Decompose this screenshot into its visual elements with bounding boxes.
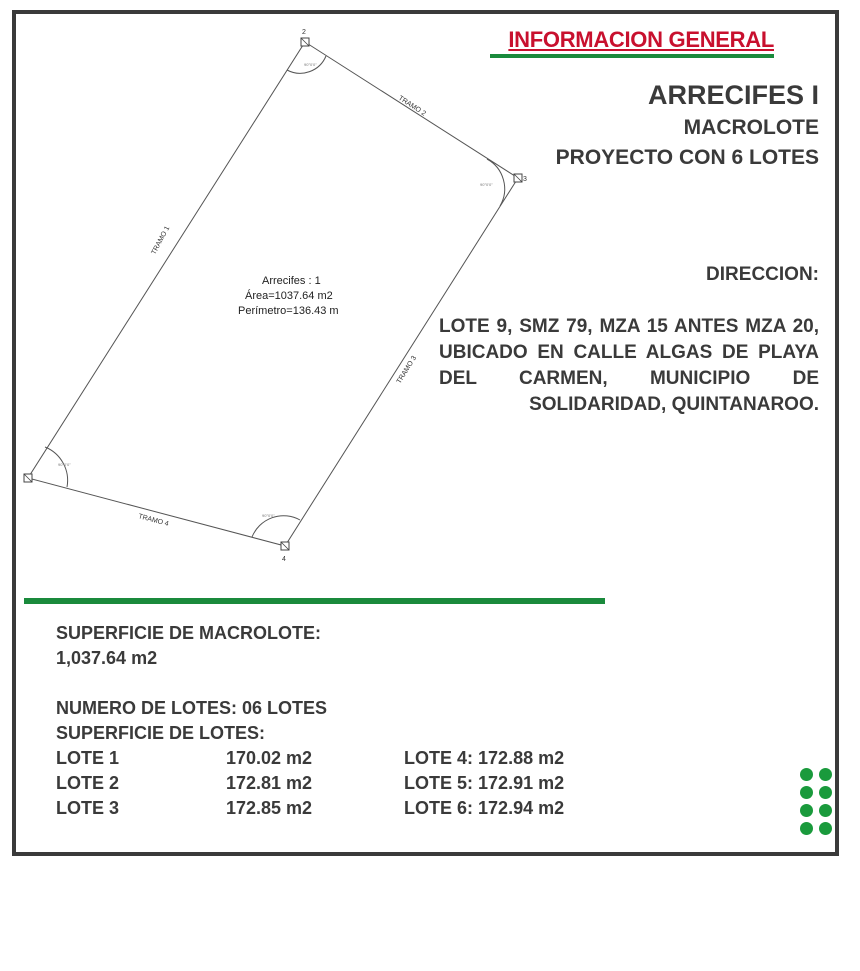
project-description: PROYECTO CON 6 LOTES xyxy=(555,146,819,169)
svg-text:90°0'0": 90°0'0" xyxy=(480,182,493,187)
segment-label-tramo-2: TRAMO 2 xyxy=(396,94,427,118)
vertex-marker-2 xyxy=(301,38,309,46)
vertex-marker-3 xyxy=(514,174,522,182)
vertex-label-4: 4 xyxy=(282,556,286,563)
segment-label-tramo-3: TRAMO 3 xyxy=(395,354,419,386)
lot-row xyxy=(56,773,616,797)
lot-name: LOTE 3 xyxy=(56,798,120,818)
lot-area: 172.85 m2 xyxy=(226,798,313,818)
segment-label-tramo-1: TRAMO 1 xyxy=(150,225,172,256)
lot-name: LOTE 6: xyxy=(404,798,474,818)
lots-surface-label: SUPERFICIE DE LOTES: xyxy=(56,723,266,743)
lot-name: LOTE 1 xyxy=(56,748,120,768)
project-name: ARRECIFES I xyxy=(647,80,819,110)
vertex-label-3: 3 xyxy=(523,176,527,183)
svg-text:90°0'0": 90°0'0" xyxy=(304,62,317,67)
lot-name: LOTE 2 xyxy=(56,773,120,793)
lot-area: 172.81 m2 xyxy=(226,773,313,793)
macrolote-surface-value: 1,037.64 m2 xyxy=(56,648,158,668)
lot-row xyxy=(56,748,616,772)
polygon-perimeter: Perímetro=136.43 m xyxy=(238,305,339,317)
lot-name: LOTE 4: xyxy=(404,748,474,768)
green-dots-logo-icon xyxy=(800,768,838,836)
polygon-area: Área=1037.64 m2 xyxy=(245,290,333,302)
project-type: MACROLOTE xyxy=(683,116,819,139)
lot-name-area xyxy=(404,748,564,769)
vertex-label-2: 2 xyxy=(302,29,306,36)
svg-text:90°0'0": 90°0'0" xyxy=(58,462,71,467)
lot-name-area xyxy=(404,773,564,794)
macrolote-surface-label: SUPERFICIE DE MACROLOTE: xyxy=(56,623,322,643)
angle-arc-1 xyxy=(45,447,68,487)
svg-text:90°0'0": 90°0'0" xyxy=(262,513,275,518)
address-text: LOTE 9, SMZ 79, MZA 15 ANTES MZA 20, UBICADO EN CALLE ALGAS DE PLAYA DEL CARMEN, MUNICIPIO DE SOLIDARIDAD, QUINTANAROO. xyxy=(439,316,819,415)
title-underline-bar xyxy=(490,54,774,58)
lot-name-area xyxy=(404,798,564,819)
lot-area: 170.02 m2 xyxy=(226,748,313,768)
lot-row xyxy=(56,798,616,822)
segment-label-tramo-4: TRAMO 4 xyxy=(137,513,170,528)
lot-area: 172.94 m2 xyxy=(478,798,565,818)
section-title: INFORMACION GENERAL xyxy=(508,27,774,52)
lot-name: LOTE 5: xyxy=(404,773,474,793)
vertex-marker-1 xyxy=(24,474,32,482)
lot-count: NUMERO DE LOTES: 06 LOTES xyxy=(56,698,328,718)
lot-area: 172.91 m2 xyxy=(478,773,565,793)
vertex-marker-4 xyxy=(281,542,289,550)
polygon-name: Arrecifes : 1 xyxy=(262,275,321,287)
section-divider xyxy=(24,598,605,604)
address-label: DIRECCION: xyxy=(706,264,819,285)
lot-area: 172.88 m2 xyxy=(478,748,565,768)
